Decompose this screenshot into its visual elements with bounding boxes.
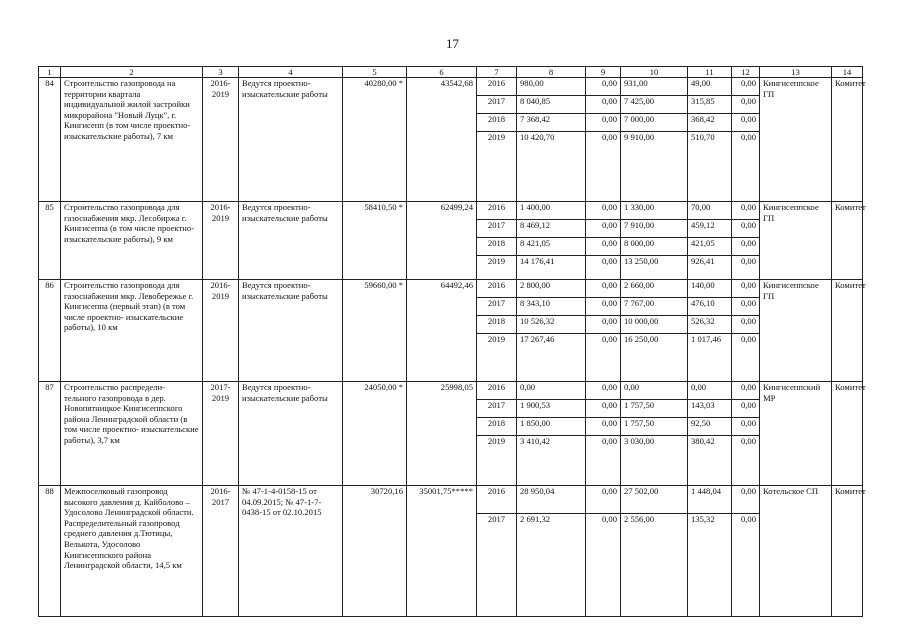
- row-number: 85: [39, 202, 61, 280]
- local-amount: 476,10: [688, 298, 732, 316]
- year: 2017: [477, 96, 517, 114]
- local-amount: 140,00: [688, 280, 732, 298]
- column-number: 2: [61, 67, 203, 78]
- object-name: Строительство газопровода для газоснабжения мкр. Лесобиржа г. Кингисеппа (в том числе проектно-изыскательские работы), 9 км: [61, 202, 203, 280]
- year: 2017: [477, 400, 517, 418]
- federal-amount: 0,00: [586, 334, 621, 382]
- column-number: 14: [832, 67, 863, 78]
- total-amount: 2 800,00: [517, 280, 586, 298]
- recipient: Кингисеппское ГП: [760, 280, 832, 382]
- local-amount: 526,32: [688, 316, 732, 334]
- total-amount: 1 400,00: [517, 202, 586, 220]
- column-number: 9: [586, 67, 621, 78]
- total-amount: 8 421,05: [517, 238, 586, 256]
- year: 2016: [477, 486, 517, 514]
- period: 2016- 2019: [203, 202, 239, 280]
- other-amount: 0,00: [732, 238, 760, 256]
- year: 2016: [477, 382, 517, 400]
- regional-amount: 16 250,00: [621, 334, 688, 382]
- column-number: 12: [732, 67, 760, 78]
- federal-amount: 0,00: [586, 202, 621, 220]
- total-amount: 8 343,10: [517, 298, 586, 316]
- local-amount: 92,50: [688, 418, 732, 436]
- regional-amount: 7 000,00: [621, 114, 688, 132]
- year: 2018: [477, 238, 517, 256]
- project-status: Ведутся проектно- изыскательские работы: [239, 78, 343, 202]
- year: 2016: [477, 280, 517, 298]
- row-number: 87: [39, 382, 61, 486]
- table-row: [39, 202, 863, 220]
- other-amount: 0,00: [732, 382, 760, 400]
- regional-amount: 9 910,00: [621, 132, 688, 202]
- other-amount: 0,00: [732, 436, 760, 486]
- estimated-cost: 24050,00 *: [343, 382, 407, 486]
- local-amount: 421,05: [688, 238, 732, 256]
- recipient: Кингисеппское ГП: [760, 202, 832, 280]
- project-status: Ведутся проектно- изыскательские работы: [239, 202, 343, 280]
- regional-amount: 0,00: [621, 382, 688, 400]
- current-cost: 25998,05: [407, 382, 477, 486]
- regional-amount: 2 660,00: [621, 280, 688, 298]
- federal-amount: 0,00: [586, 78, 621, 96]
- column-number: 3: [203, 67, 239, 78]
- year: 2016: [477, 78, 517, 96]
- year: 2016: [477, 202, 517, 220]
- table-row: [39, 280, 863, 298]
- local-amount: 1 017,46: [688, 334, 732, 382]
- year: 2019: [477, 256, 517, 280]
- federal-amount: 0,00: [586, 298, 621, 316]
- estimated-cost: 40280,00 *: [343, 78, 407, 202]
- year: 2017: [477, 220, 517, 238]
- current-cost: 62499,24: [407, 202, 477, 280]
- other-amount: 0,00: [732, 400, 760, 418]
- responsible: Комитет: [832, 78, 863, 202]
- federal-amount: 0,00: [586, 256, 621, 280]
- regional-amount: 8 000,00: [621, 238, 688, 256]
- federal-amount: 0,00: [586, 514, 621, 617]
- other-amount: 0,00: [732, 132, 760, 202]
- project-status: Ведутся проектно- изыскательские работы: [239, 382, 343, 486]
- column-number: 8: [517, 67, 586, 78]
- period: 2016- 2017: [203, 486, 239, 617]
- responsible: Комитет: [832, 486, 863, 617]
- row-number: 84: [39, 78, 61, 202]
- other-amount: 0,00: [732, 514, 760, 617]
- page-number: 17: [446, 36, 459, 51]
- column-number-header: [39, 67, 863, 78]
- column-number: 11: [688, 67, 732, 78]
- object-name: Межпоселковый газопровод высокого давления д. Кайболово – Удосолово Ленинградской области. Распределительный газопровод среднего давления д.Тютицы, Велькота, Удосолово Кингисеппского района Ленинградской области, 14,5 км: [61, 486, 203, 617]
- federal-amount: 0,00: [586, 132, 621, 202]
- project-status: № 47-1-4-0158-15 от 04.09.2015; № 47-1-7-0438-15 от 02.10.2015: [239, 486, 343, 617]
- object-name: Строительство газопровода на территории квартала индивидуальной жилой застройки микрорайона "Новый Луцк", г. Кингисепп (в том числе проектно-изыскательские работы), 7 км: [61, 78, 203, 202]
- row-number: 88: [39, 486, 61, 617]
- column-number: 5: [343, 67, 407, 78]
- table-row: [39, 486, 863, 514]
- year: 2018: [477, 418, 517, 436]
- column-number: 13: [760, 67, 832, 78]
- column-number: 1: [39, 67, 61, 78]
- column-number: 4: [239, 67, 343, 78]
- regional-amount: 1 330,00: [621, 202, 688, 220]
- year: 2017: [477, 298, 517, 316]
- other-amount: 0,00: [732, 220, 760, 238]
- federal-amount: 0,00: [586, 114, 621, 132]
- local-amount: 459,12: [688, 220, 732, 238]
- local-amount: 135,32: [688, 514, 732, 617]
- federal-amount: 0,00: [586, 418, 621, 436]
- total-amount: 1 900,53: [517, 400, 586, 418]
- local-amount: 0,00: [688, 382, 732, 400]
- regional-amount: 1 757,50: [621, 418, 688, 436]
- total-amount: 14 176,41: [517, 256, 586, 280]
- column-number: 7: [477, 67, 517, 78]
- regional-amount: 7 767,00: [621, 298, 688, 316]
- regional-amount: 1 757,50: [621, 400, 688, 418]
- regional-amount: 10 000,00: [621, 316, 688, 334]
- year: 2017: [477, 514, 517, 617]
- object-name: Строительство распредели- тельного газопровода в дер. Новопятницкое Кингисеппского района Ленинградской области (в том числе проектно- изыскательские работы), 3,7 км: [61, 382, 203, 486]
- responsible: Комитет: [832, 202, 863, 280]
- regional-amount: 13 250,00: [621, 256, 688, 280]
- period: 2016- 2019: [203, 280, 239, 382]
- local-amount: 380,42: [688, 436, 732, 486]
- year: 2019: [477, 436, 517, 486]
- other-amount: 0,00: [732, 334, 760, 382]
- other-amount: 0,00: [732, 256, 760, 280]
- local-amount: 315,85: [688, 96, 732, 114]
- total-amount: 17 267,46: [517, 334, 586, 382]
- other-amount: 0,00: [732, 486, 760, 514]
- other-amount: 0,00: [732, 202, 760, 220]
- estimated-cost: 58410,50 *: [343, 202, 407, 280]
- regional-amount: 27 502,00: [621, 486, 688, 514]
- other-amount: 0,00: [732, 298, 760, 316]
- total-amount: 28 950,04: [517, 486, 586, 514]
- local-amount: 926,41: [688, 256, 732, 280]
- federal-amount: 0,00: [586, 220, 621, 238]
- estimated-cost: 30720,16: [343, 486, 407, 617]
- other-amount: 0,00: [732, 316, 760, 334]
- other-amount: 0,00: [732, 96, 760, 114]
- regional-amount: 7 425,00: [621, 96, 688, 114]
- year: 2019: [477, 132, 517, 202]
- federal-amount: 0,00: [586, 400, 621, 418]
- local-amount: 49,00: [688, 78, 732, 96]
- federal-amount: 0,00: [586, 238, 621, 256]
- total-amount: 3 410,42: [517, 436, 586, 486]
- column-number: 10: [621, 67, 688, 78]
- regional-amount: 931,00: [621, 78, 688, 96]
- total-amount: 10 420,70: [517, 132, 586, 202]
- estimated-cost: 59660,00 *: [343, 280, 407, 382]
- recipient: Котельское СП: [760, 486, 832, 617]
- other-amount: 0,00: [732, 418, 760, 436]
- local-amount: 143,03: [688, 400, 732, 418]
- object-name: Строительство газопровода для газоснабжения мкр. Левобережье г. Кингисеппа (первый этап) (в том числе проектно- изыскательские работы), 10 км: [61, 280, 203, 382]
- other-amount: 0,00: [732, 78, 760, 96]
- column-number: 6: [407, 67, 477, 78]
- regional-amount: 2 556,00: [621, 514, 688, 617]
- responsible: Комитет: [832, 280, 863, 382]
- current-cost: 35001,75*****: [407, 486, 477, 617]
- financing-table: [38, 66, 866, 617]
- federal-amount: 0,00: [586, 316, 621, 334]
- total-amount: 8 040,85: [517, 96, 586, 114]
- federal-amount: 0,00: [586, 382, 621, 400]
- total-amount: 0,00: [517, 382, 586, 400]
- local-amount: 70,00: [688, 202, 732, 220]
- federal-amount: 0,00: [586, 280, 621, 298]
- period: 2017- 2019: [203, 382, 239, 486]
- other-amount: 0,00: [732, 114, 760, 132]
- recipient: Кингисеппское ГП: [760, 78, 832, 202]
- year: 2019: [477, 334, 517, 382]
- total-amount: 980,00: [517, 78, 586, 96]
- total-amount: 2 691,32: [517, 514, 586, 617]
- year: 2018: [477, 114, 517, 132]
- other-amount: 0,00: [732, 280, 760, 298]
- local-amount: 368,42: [688, 114, 732, 132]
- total-amount: 8 469,12: [517, 220, 586, 238]
- regional-amount: 7 910,00: [621, 220, 688, 238]
- total-amount: 7 368,42: [517, 114, 586, 132]
- total-amount: 1 850,00: [517, 418, 586, 436]
- federal-amount: 0,00: [586, 436, 621, 486]
- recipient: Кингисеппский МР: [760, 382, 832, 486]
- local-amount: 1 448,04: [688, 486, 732, 514]
- total-amount: 10 526,32: [517, 316, 586, 334]
- federal-amount: 0,00: [586, 96, 621, 114]
- responsible: Комитет: [832, 382, 863, 486]
- federal-amount: 0,00: [586, 486, 621, 514]
- table-row: [39, 382, 863, 400]
- project-status: Ведутся проектно- изыскательские работы: [239, 280, 343, 382]
- period: 2016- 2019: [203, 78, 239, 202]
- row-number: 86: [39, 280, 61, 382]
- table-row: [39, 78, 863, 96]
- local-amount: 510,70: [688, 132, 732, 202]
- regional-amount: 3 030,00: [621, 436, 688, 486]
- year: 2018: [477, 316, 517, 334]
- current-cost: 64492,46: [407, 280, 477, 382]
- current-cost: 43542,68: [407, 78, 477, 202]
